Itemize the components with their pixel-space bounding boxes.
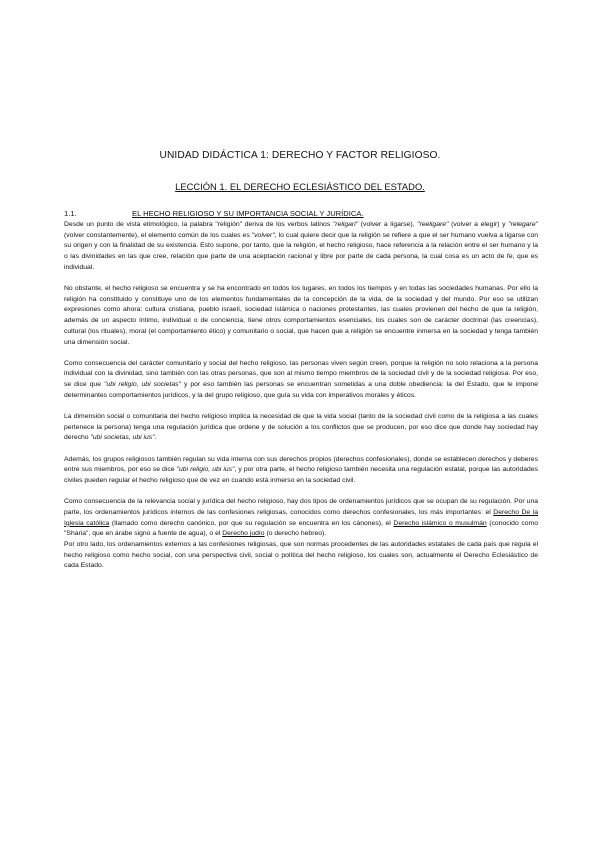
unit-title: UNIDAD DIDÁCTICA 1: DERECHO Y FACTOR RELIGIOSO. <box>159 150 441 161</box>
paragraph-community <box>64 359 538 402</box>
section-heading <box>64 209 364 218</box>
text-run: Desde un punto de vista etimológico, la palabra "religión" deriva de los verbos latinos <box>64 221 333 228</box>
text-run: "reeligare" <box>417 221 449 228</box>
text-run: , y por otra parte, el hecho religioso también necesita una regulación estatal, porque las autoridades civiles pueden regular el hecho religioso que de vez en cuando está inmerso en la sociedad civil. <box>64 466 539 485</box>
lesson-title: LECCIÓN 1. EL DERECHO ECLESIÁSTICO DEL ESTADO. <box>175 181 425 192</box>
paragraph-external-law: Por otro lado, los ordenamientos externos a las confesiones religiosas, que son normas procedentes de las autoridades estatales de cada país que regula el hecho religioso como hecho social, con una perspectiva civil, social o política del hecho religioso, los cuales son, actualmente el Derecho Eclesiástico de cada Estado. <box>64 541 538 570</box>
section-title: EL HECHO RELIGIOSO Y SU IMPORTANCIA SOCIAL Y JURÍDICA. <box>132 209 364 218</box>
text-run: "ubi religio, ubi societas" <box>104 381 181 389</box>
text-run: Derecho De la Iglesia católica <box>64 508 538 527</box>
text-run: Derecho islámico o musulmán <box>393 519 487 527</box>
text-run: (o derecho hebreo). <box>264 530 327 538</box>
text-run: Además, los grupos religiosos también regulan su vida interna con sus derechos propios (derechos confesionales), donde se establecen derechos y deberes entre sus miembros, por eso se dice <box>64 455 538 474</box>
text-run: "religari" <box>332 221 359 228</box>
paragraph-etymology <box>64 220 538 274</box>
text-run: . <box>154 434 157 442</box>
text-run: La dimensión social o comunitaria del hecho religioso implica la necesidad de que la vida social (tanto de la sociedad civil como de la religiosa a las cuales pertenece la persona) tenga una regulación jurídica que ordene y de solución a los conflictos que se producen, por eso dice que donde hay sociedad hay derecho <box>64 413 538 442</box>
text-run: "ubi religio, ubi ius" <box>176 466 235 474</box>
text-run: (volver constantemente), el elemento común de los cuales es <box>64 231 252 239</box>
text-run: Derecho judío <box>222 530 265 538</box>
text-run: (llamado como derecho canónico, por que su regulación se encuentra en los cánones), el <box>109 519 394 527</box>
text-run: "ubi societas, ubi ius" <box>90 434 155 442</box>
paragraph-religious-groups <box>64 455 538 487</box>
text-run: Como consecuencia de la relevancia social y jurídica del hecho religioso, hay dos tipos de ordenamientos jurídicos que se ocupan de su regulación. Por una parte, los ordenamientos jurídicos internos de las confesiones religiosas, conocidos como derechos confesionales, los más importantes: el <box>64 498 538 516</box>
text-run: (volver a ligarse), <box>358 221 418 228</box>
text-run: y por eso también las personas se encuentran sometidas a una doble obediencia: la del Estado, que le impone determinantes comportamientos jurídicos, y la del grupo religioso, que guía su vida con imperativos morales y éticos. <box>64 381 538 399</box>
text-run: (conocido como "Sharia", que en árabe signo a fuente de agua), o el <box>64 519 538 538</box>
paragraph-legal-systems <box>64 497 538 540</box>
document-body <box>64 220 538 572</box>
text-run: Como consecuencia del carácter comunitario y social del hecho religioso, las personas viven según creen, porque la religión no solo relaciona a la persona individual con la divinidad, sino también con las otras personas, que son al mismo tiempo miembros de la sociedad civil y de la sociedad religiosa. Por eso, se dice que <box>64 359 538 389</box>
section-number: 1.1. <box>64 209 77 218</box>
text-run: "relegare" <box>508 221 539 228</box>
text-run: (volver a elegir) y <box>448 221 509 228</box>
paragraph-social-dimension: No obstante, el hecho religioso se encuentra y se ha encontrado en todos los lugares, en todos los tiempos y en todas las sociedades humanas. Por ello la religión ha constituido y constituye uno de los elementos fundamentales de la concepción de la vida, de la sociedad y del mundo. Por eso se utilizan expresiones como ahora: cultura cristiana, pueblo israelí, sociedad islámica o naciones protestantes, las cuales provienen del hecho de que la religión, además de un aspecto íntimo, individual o de conciencia, tiene otros comportamientos esenciales, los cuales son de carácter doctrinal (las creencias), cultural (los rituales), moral (el comportamiento ético) y comunitario o social, que hacen que a religión se encuentre inmersa en la sociedad y tenga también una dimensión social. <box>64 285 538 346</box>
paragraph-legal-regulation <box>64 412 538 444</box>
text-run: , lo cual quiere decir que la religión se refiere a que el ser humano vuelva a ligarse con su origen y con la finalidad de su existencia. Esto supone, por tanto, que la religión, el hecho religioso, hace referencia a la relación entre el ser humano y la o las divinidades en las que cree, relación que parte de una aceptación racional y libre por parte de cada persona, la cual cosa es un acto de fe, que es individual. <box>64 231 539 271</box>
text-run: "volver" <box>251 231 275 239</box>
